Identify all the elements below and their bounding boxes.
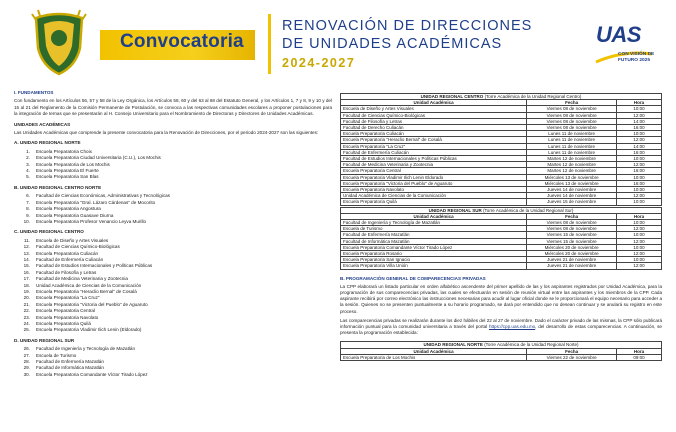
cell-fecha: Lunes 11 de noviembre <box>527 149 617 155</box>
programacion-paragraph-1: La CPP elaborará un listado particular en orden alfabético ascendente del primer apellido de las y los aspirantes registrados por Unidad Académica, para la programación de sus comparecencias privadas, las cuales se efectuarán en sesión de reunión virtual entre las aspirantes y los miembros de la CPP. Cada aspirante recibirá por correo electrónico las instrucciones necesarias para acudir al lugar oficial donde se le proporcionará el equipo necesario para acceder a la sesión. Quienes no se presenten puntualmente a su horario programado, se dará por entendido que no desean continuar y se anulará su registro en este proceso. <box>340 283 662 314</box>
region-a-title: A. UNIDAD REGIONAL NORTE <box>14 140 81 146</box>
cell-unidad: Escuela Preparatoria "La Cruz" <box>341 143 527 149</box>
cpp-portal-link[interactable]: https://cpp.uas.edu.mx <box>488 323 536 329</box>
programacion-paragraph-2: Las comparecencias privadas se realizarán durante los diez hábiles del 22 al 27 de noviembre. Dado el carácter privado de las mismas, la CPP sólo publicará información puntual para la comunidad universitaria a través del portal https://cpp.uas.edu.mx, del desarrollo de estas comparecencias. A continuación, se presenta la programación establecida: <box>340 317 662 336</box>
cell-hora: 10:00 <box>617 174 662 180</box>
cell-fecha: Martes 12 de noviembre <box>527 168 617 174</box>
cell-unidad: Escuela Preparatoria de Los Mochis <box>341 354 527 360</box>
list-item: 2. Escuela Preparatoria Ciudad Universitaria (C.U.), Los Mochis <box>26 155 161 161</box>
cell-unidad: Escuela Preparatoria Central <box>341 168 527 174</box>
cell-hora: 12:00 <box>617 162 662 168</box>
list-item: 25. Escuela Preparatoria Vladimir Ilich Lenin (Eldorado) <box>23 327 142 333</box>
cell-unidad: Escuela Preparatoria San Ignacio <box>341 257 527 263</box>
cell-fecha: Miércoles 20 de noviembre <box>527 244 617 250</box>
section-fundamentos: I. FUNDAMENTOS <box>14 90 54 95</box>
list-item: 17. Facultad de Medicina Veterinaria y Zootecnia <box>23 276 128 282</box>
list-item: 14. Facultad de Enfermería Culiacán <box>23 256 104 262</box>
region-b-list <box>14 193 332 225</box>
cell-unidad: Escuela Preparatoria Vladimir Ilich Lenin Eldorado <box>341 174 527 180</box>
cell-hora: 10:00 <box>617 106 662 112</box>
list-item: 3. Escuela Preparatoria de Los Mochis <box>26 161 110 167</box>
list-item: 4. Escuela Preparatoria El Fuerte <box>26 168 99 174</box>
list-item: 24. Escuela Preparatoria Quilá <box>23 321 91 326</box>
uas-tagline: CON VISIÓN DE FUTURO 2025 <box>618 52 655 63</box>
cell-fecha: Martes 12 de noviembre <box>527 156 617 162</box>
list-item: 23. Escuela Preparatoria Navolato <box>23 314 99 320</box>
title-years: 2024-2027 <box>282 56 356 70</box>
schedule-table-centro <box>340 93 662 206</box>
cell-hora: 10:00 <box>617 244 662 250</box>
cell-hora: 10:00 <box>617 257 662 263</box>
list-item: 22. Escuela Preparatoria Central <box>23 308 95 314</box>
cell-hora: 10:00 <box>617 220 662 226</box>
list-item: 26. Facultad de Ingeniería y Tecnología de Mazatlán <box>23 346 136 352</box>
cell-fecha: Viernes 08 de noviembre <box>527 226 617 232</box>
region-a-list <box>14 149 332 181</box>
cell-hora: 16:00 <box>617 125 662 131</box>
title-line-1: RENOVACIÓN DE DIRECCIONES <box>282 18 533 34</box>
cell-hora: 12:00 <box>617 263 662 269</box>
section-unidades: UNIDADES ACADÉMICAS <box>14 121 71 127</box>
title-line-2: DE UNIDADES ACADÉMICAS <box>282 36 503 52</box>
cell-fecha: Jueves 14 de noviembre <box>527 193 617 199</box>
table-region-title: UNIDAD REGIONAL CENTRO (Torre Académica de la Unidad Regional Centro) <box>341 94 662 100</box>
table-body <box>341 354 662 360</box>
schedule-table-sur <box>340 207 662 270</box>
cell-fecha: Viernes 08 de noviembre <box>527 220 617 226</box>
list-item: 15. Facultad de Estudios Internacionales y Políticas Públicas <box>23 263 153 269</box>
list-item: 28. Facultad de Enfermería Mazatlán <box>23 359 104 365</box>
cell-unidad: Facultad de Enfermería Mazatlán <box>341 232 527 238</box>
section-programacion: B. PROGRAMACIÓN GENERAL DE COMPARECENCIAS PRIVADAS <box>340 275 486 281</box>
cell-unidad: Escuela de Turismo <box>341 226 527 232</box>
cell-unidad: Escuela Preparatoria Rosario <box>341 251 527 257</box>
cell-unidad: Escuela Preparatoria Navolato <box>341 187 527 193</box>
cell-fecha: Miércoles 13 de noviembre <box>527 174 617 180</box>
cell-fecha: Viernes 08 de noviembre <box>527 118 617 124</box>
cell-hora: 14:00 <box>617 118 662 124</box>
list-item: 21. Escuela Preparatoria "Victoria del Pueblo" de Aguaruto <box>23 301 148 307</box>
header-divider <box>268 14 271 74</box>
table-row <box>341 263 662 269</box>
region-c-list <box>14 238 332 334</box>
cell-fecha: Lunes 11 de noviembre <box>527 137 617 143</box>
table-header-row: Unidad Académica Fecha Hora <box>341 213 662 219</box>
cell-unidad: Facultad de Derecho Culiacán <box>341 125 527 131</box>
list-item: 7. Escuela Preparatoria "Gral. Lázaro Cárdenas" de Mocorito <box>26 199 156 205</box>
list-item: 29. Facultad de Informática Mazatlán <box>23 365 104 371</box>
cell-hora: 10:00 <box>617 199 662 205</box>
cell-unidad: Facultad de Filosofía y Letras <box>341 118 527 124</box>
list-item: 27. Escuela de Turismo <box>23 352 77 358</box>
cell-hora: 09:00 <box>617 354 662 360</box>
cell-hora: 12:00 <box>617 137 662 143</box>
cell-hora: 12:00 <box>617 251 662 257</box>
region-b-title: B. UNIDAD REGIONAL CENTRO NORTE <box>14 184 102 190</box>
cell-fecha: Jueves 21 de noviembre <box>527 257 617 263</box>
cell-fecha: Jueves 21 de noviembre <box>527 263 617 269</box>
table-body <box>341 106 662 205</box>
table-region-title: UNIDAD REGIONAL NORTE (Torre Académica de la Unidad Regional Norte) <box>341 342 662 348</box>
cell-unidad: Escuela Preparatoria "Heraclio Bernal" de Cosalá <box>341 137 527 143</box>
region-c-title: C. UNIDAD REGIONAL CENTRO <box>14 229 84 235</box>
right-column <box>340 93 662 361</box>
table-header-row: Unidad Académica Fecha Hora <box>341 100 662 106</box>
list-item: 19. Escuela Preparatoria "Heraclio Bernal" de Cosalá <box>23 288 137 294</box>
list-item: 18. Unidad Académica de Ciencias de la Comunicación <box>23 282 142 288</box>
list-item: 30. Escuela Preparatoria Comandante Víctor Tirado López <box>23 371 148 377</box>
cell-unidad: Escuela Preparatoria Comandante Víctor Tirado López <box>341 244 527 250</box>
unidades-text: Las Unidades Académicas que comprende la presente convocatoria para la Renovación de Direcciones, por el periodo 2024-2027 son las siguientes: <box>14 130 319 136</box>
cell-unidad: Unidad Académica de Ciencias de la Comunicación <box>341 193 527 199</box>
cell-hora: 16:00 <box>617 180 662 186</box>
list-item: 10. Escuela Preparatoria Profesor Venancio Leyva Murillo <box>23 218 147 224</box>
table-row <box>341 354 662 360</box>
left-column <box>14 90 332 378</box>
cell-fecha: Miércoles 20 de noviembre <box>527 251 617 257</box>
cell-hora: 10:00 <box>617 131 662 137</box>
cell-unidad: Facultad de Enfermería Culiacán <box>341 149 527 155</box>
cell-unidad: Escuela Preparatoria Culiacán <box>341 131 527 137</box>
cell-fecha: Miércoles 13 de noviembre <box>527 180 617 186</box>
list-item: 6. Facultad de Ciencias Económicas, Administrativas y Tecnológicas <box>26 193 170 199</box>
cell-unidad: Escuela Preparatoria Villa Unión <box>341 263 527 269</box>
list-item: 13. Escuela Preparatoria Culiacán <box>23 250 99 256</box>
table-header-row: Unidad Académica Fecha Hora <box>341 348 662 354</box>
convocatoria-label: Convocatoria <box>120 31 244 52</box>
cell-hora: 12:00 <box>617 193 662 199</box>
cell-unidad: Facultad de Informática Mazatlán <box>341 238 527 244</box>
cell-fecha: Lunes 11 de noviembre <box>527 143 617 149</box>
cell-hora: 12:00 <box>617 238 662 244</box>
cell-hora: 10:00 <box>617 187 662 193</box>
list-item: 8. Escuela Preparatoria Angostura <box>26 206 101 212</box>
table-region-title: UNIDAD REGIONAL SUR (Torre Académica de la Unidad Regional Sur) <box>341 207 662 213</box>
cell-fecha: Viernes 08 de noviembre <box>527 112 617 118</box>
table-row <box>341 199 662 205</box>
cell-fecha: Viernes 08 de noviembre <box>527 125 617 131</box>
cell-fecha: Viernes 15 de noviembre <box>527 232 617 238</box>
cell-hora: 16:00 <box>617 168 662 174</box>
cell-unidad: Facultad de Ciencias Químico-Biológicas <box>341 112 527 118</box>
cell-hora: 12:00 <box>617 226 662 232</box>
cell-fecha: Jueves 14 de noviembre <box>527 187 617 193</box>
cell-unidad: Facultad de Estudios Internacionales y Políticas Públicas <box>341 156 527 162</box>
list-item: 9. Escuela Preparatoria Guasave Diurna <box>26 212 114 218</box>
region-d-title: D. UNIDAD REGIONAL SUR <box>14 337 75 343</box>
cell-hora: 10:00 <box>617 156 662 162</box>
cell-fecha: Viernes 15 de noviembre <box>527 238 617 244</box>
cell-unidad: Escuela Preparatoria "Victoria del Pueblo" de Aguaruto <box>341 180 527 186</box>
schedule-table-norte <box>340 341 662 361</box>
cell-fecha: Viernes 08 de noviembre <box>527 106 617 112</box>
cell-fecha: Martes 12 de noviembre <box>527 162 617 168</box>
cell-hora: 10:00 <box>617 232 662 238</box>
region-d-list <box>14 346 332 378</box>
cell-fecha: Lunes 11 de noviembre <box>527 131 617 137</box>
list-item: 20. Escuela Preparatoria "La Cruz" <box>23 295 100 301</box>
cell-unidad: Facultad de Medicina Veterinaria y Zootecnia <box>341 162 527 168</box>
cell-hora: 16:00 <box>617 149 662 155</box>
uas-logo: UAS <box>596 22 641 47</box>
list-item: 16. Facultad de Filosofía y Letras <box>23 269 97 275</box>
list-item: 5. Escuela Preparatoria San Blas <box>26 174 99 180</box>
table-body <box>341 220 662 270</box>
cell-hora: 12:00 <box>617 112 662 118</box>
list-item: 11. Escuela de Diseño y Artes Visuales <box>23 237 109 243</box>
list-item: 12. Facultad de Ciencias Químico-Biológicas <box>23 244 120 250</box>
cell-unidad: Escuela Preparatoria Quilá <box>341 199 527 205</box>
cell-fecha: Jueves 15 de noviembre <box>527 199 617 205</box>
university-shield-logo <box>30 8 88 76</box>
header <box>0 0 676 84</box>
cell-fecha: Viernes 22 de noviembre <box>527 354 617 360</box>
cell-unidad: Facultad de Ingeniería y Tecnología de Mazatlán <box>341 220 527 226</box>
list-item: 1. Escuela Preparatoria Choix <box>26 148 92 154</box>
cell-unidad: Escuela de Diseño y Artes Visuales <box>341 106 527 112</box>
fundamentos-text: Con fundamento en los Artículos 56, 57 y 58 de la Ley Orgánica, los Artículos 58, 60 y del 63 al 68 del Estatuto General, y los Artículos 1, 7 y 8, 9 y 10 y del 15 al 21 del Reglamento de la Comisión Permanente de Postulación, se convoca a las respectivas comunidades escolares a proponer postulaciones para la integración de ternas que se presentarán al H. Consejo Universitario para el Nombramiento de Directoras y Directores de Unidades Académicas. <box>14 98 332 117</box>
cell-hora: 14:00 <box>617 143 662 149</box>
